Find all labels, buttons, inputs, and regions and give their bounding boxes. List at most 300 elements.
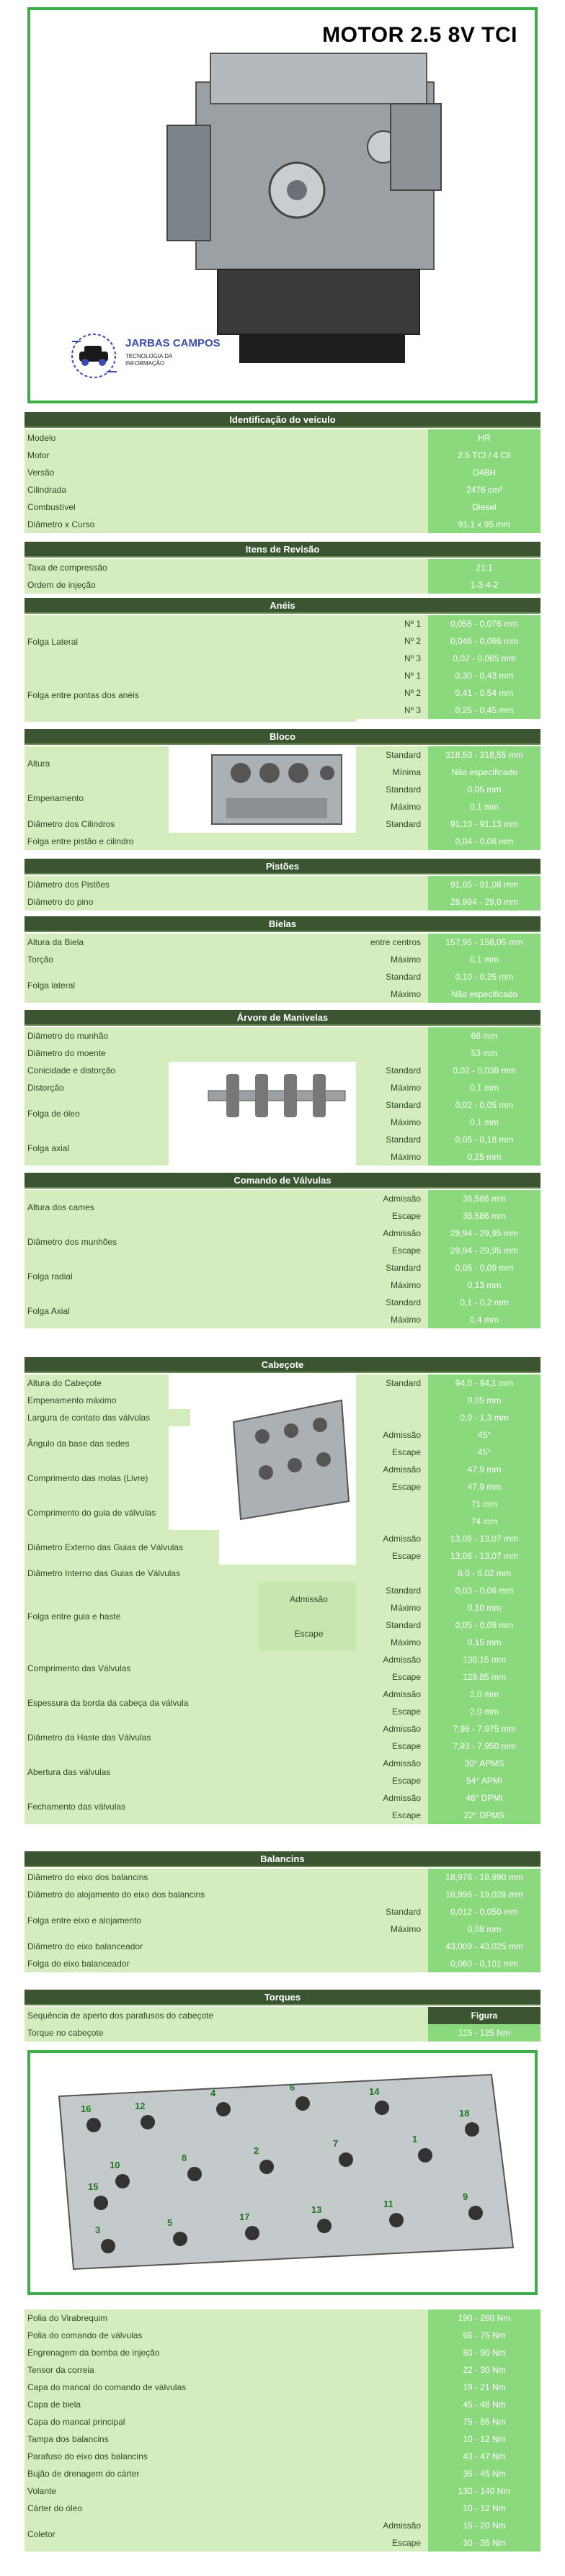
table-row — [356, 1616, 540, 1634]
row-sub: Máximo — [356, 985, 428, 1003]
row-value: 0,1 - 0,2 mm — [428, 1294, 540, 1311]
table-row — [356, 667, 540, 684]
table-row — [356, 615, 540, 632]
row-sub: Máximo — [356, 1079, 428, 1096]
table-row — [25, 559, 540, 576]
folga-oleo-label: Folga de óleo — [25, 1096, 169, 1131]
row-value: 0,13 mm — [428, 1276, 540, 1294]
table-row — [356, 1294, 540, 1311]
crankshaft-image — [205, 1063, 349, 1128]
bolt-marker — [468, 2206, 483, 2220]
folga-lateral-label: Folga Lateral — [25, 615, 356, 668]
row-value: Não especificado — [428, 985, 540, 1003]
row-value: 45° — [428, 1444, 540, 1461]
bolt-sequence-number: 8 — [182, 2152, 187, 2163]
row-value: 10 - 12 Nm — [428, 2430, 540, 2448]
row-value: 66 mm — [428, 1027, 540, 1045]
folga-axial-label: Folga Axial — [25, 1294, 356, 1328]
section-pistoes — [25, 859, 540, 911]
row-sub: Standard — [356, 1616, 428, 1634]
table-row — [356, 1495, 540, 1513]
bolt-marker — [389, 2213, 404, 2227]
row-sub: Máximo — [356, 1276, 428, 1294]
row-value: 36,586 mm — [428, 1190, 540, 1207]
row-value: 130,15 mm — [428, 1651, 540, 1668]
altura-biela-label: Altura da Biela — [25, 934, 356, 951]
table-row — [356, 632, 540, 650]
table-row — [356, 1131, 540, 1148]
row-sub: Admissão — [356, 1720, 428, 1738]
row-value: 53 mm — [428, 1045, 540, 1062]
row-sub — [356, 1027, 428, 1045]
row-value: Figura — [428, 2007, 540, 2024]
row-sub: Máximo — [356, 1634, 428, 1651]
row-sub: Standard — [356, 1374, 428, 1392]
row-value: 46° DPMI — [428, 1789, 540, 1807]
section-cabecote — [25, 1357, 540, 1824]
section-revisao — [25, 542, 540, 594]
comp-valvulas-label: Comprimento das Válvulas — [25, 1651, 356, 1686]
table-row — [356, 1886, 540, 1903]
table-row — [356, 1772, 540, 1789]
table-row — [356, 1426, 540, 1444]
row-value: 65 - 75 Nm — [428, 2327, 540, 2344]
bolt-marker — [115, 2174, 130, 2188]
row-value: 28,994 - 29,0 mm — [428, 893, 540, 911]
row-label: Capa de biela — [25, 2396, 428, 2413]
row-sub: Standard — [356, 1062, 428, 1079]
munhoes-label: Diâmetro dos munhões — [25, 1225, 356, 1259]
eixo-balanceador-label: Diâmetro do eixo balanceador — [25, 1938, 356, 1955]
row-sub: Admissão — [356, 1530, 428, 1547]
row-sub: Admissão — [356, 2517, 428, 2534]
row-sub: Nº 1 — [356, 667, 428, 684]
table-row — [356, 1045, 540, 1062]
folga-pistao-label: Folga entre pistão e cilindro — [25, 833, 356, 850]
int-guias-label: Diâmetro Interno das Guias de Válvulas — [25, 1565, 356, 1582]
table-row — [356, 1807, 540, 1824]
row-value: 129,85 mm — [428, 1668, 540, 1686]
page-title: MOTOR 2.5 8V TCI — [322, 23, 517, 47]
row-value: 0,10 mm — [428, 1599, 540, 1616]
empenamento-label: Empenamento — [25, 781, 169, 815]
row-value: 94,0 - 94,1 mm — [428, 1374, 540, 1392]
row-value: 35 - 45 Nm — [428, 2465, 540, 2482]
row-sub: Máximo — [356, 1311, 428, 1328]
row-value: 130 - 140 Nm — [428, 2482, 540, 2500]
table-row — [25, 2327, 540, 2344]
row-label: Tampa dos balancins — [25, 2430, 428, 2448]
section-arvore — [25, 1010, 540, 1166]
table-row — [356, 1259, 540, 1276]
section-comando — [25, 1173, 540, 1328]
row-sub: Admissão — [356, 1789, 428, 1807]
abertura-label: Abertura das válvulas — [25, 1755, 356, 1789]
row-sub: Escape — [356, 1703, 428, 1720]
folga-radial-label: Folga radial — [25, 1259, 356, 1294]
bolt-sequence-number: 11 — [383, 2199, 393, 2209]
section-title: Itens de Revisão — [25, 542, 540, 558]
row-sub: Máximo — [356, 951, 428, 968]
table-row — [356, 1938, 540, 1955]
engine-block-image — [205, 748, 349, 831]
row-sub: Standard — [356, 1131, 428, 1148]
row-value: 0,9 - 1,3 mm — [428, 1409, 540, 1426]
table-row — [356, 684, 540, 702]
row-value: 0,02 - 0,065 mm — [428, 650, 540, 667]
altura-cabecote-label: Altura do Cabeçote — [25, 1374, 169, 1392]
table-row — [356, 1148, 540, 1166]
table-row — [25, 516, 540, 533]
table-row — [356, 968, 540, 985]
table-row — [25, 2482, 540, 2500]
table-row — [356, 1374, 540, 1392]
table-row — [356, 1651, 540, 1668]
row-value: 47,9 mm — [428, 1478, 540, 1495]
row-value: 318,50 - 318,55 mm — [428, 746, 540, 764]
row-sub — [356, 1392, 428, 1409]
row-sub — [356, 1513, 428, 1530]
row-value: D4BH — [428, 464, 540, 481]
altura-cames-label: Altura dos cames — [25, 1190, 356, 1225]
table-row — [356, 1027, 540, 1045]
section-title: Cabeçote — [25, 1357, 540, 1373]
row-label: Diâmetro x Curso — [25, 516, 428, 533]
folga-eixo-label: Folga entre eixo e alojamento — [25, 1903, 356, 1938]
bolt-sequence-number: 4 — [210, 2088, 216, 2098]
row-sub: Escape — [356, 1207, 428, 1225]
row-sub: Máximo — [356, 798, 428, 815]
row-sub — [356, 1955, 428, 1972]
row-sub: Mínima — [356, 764, 428, 781]
table-row — [356, 1311, 540, 1328]
row-value: 0,046 - 0,066 mm — [428, 632, 540, 650]
espessura-label: Espessura da borda da cabeça da válvula — [25, 1686, 356, 1720]
table-row — [356, 2534, 540, 2552]
row-sub: Standard — [356, 746, 428, 764]
row-value: 43 - 47 Nm — [428, 2448, 540, 2465]
table-row — [356, 833, 540, 850]
table-row — [356, 1392, 540, 1409]
table-row — [356, 1903, 540, 1920]
row-sub: Admissão — [356, 1190, 428, 1207]
row-sub: Máximo — [356, 1148, 428, 1166]
table-row — [25, 2465, 540, 2482]
bolt-sequence-number: 10 — [110, 2160, 120, 2170]
table-row — [25, 481, 540, 498]
table-row — [25, 2024, 540, 2041]
fechamento-label: Fechamento das válvulas — [25, 1789, 356, 1824]
bolt-sequence-number: 2 — [254, 2145, 259, 2156]
bolt-sequence-number: 9 — [463, 2191, 468, 2202]
table-row — [356, 1096, 540, 1114]
table-row — [25, 2361, 540, 2379]
row-value: Não especificado — [428, 764, 540, 781]
row-value: 0,1 mm — [428, 951, 540, 968]
guia-valvulas-label: Comprimento do guia de válvulas — [25, 1495, 169, 1530]
table-row — [356, 1225, 540, 1242]
row-sub — [356, 1495, 428, 1513]
altura-label: Altura — [25, 746, 169, 781]
row-value: 91,10 - 91,13 mm — [428, 815, 540, 833]
table-row — [356, 1444, 540, 1461]
row-value: 71 mm — [428, 1495, 540, 1513]
moente-label: Diâmetro do moente — [25, 1045, 356, 1062]
table-row — [356, 1114, 540, 1131]
row-value: 0,03 - 0,06 mm — [428, 1582, 540, 1599]
table-row — [25, 447, 540, 464]
row-sub: Escape — [356, 1242, 428, 1259]
table-row — [356, 1668, 540, 1686]
table-row — [356, 1720, 540, 1738]
row-sub: Máximo — [356, 1599, 428, 1616]
bolt-marker — [317, 2219, 332, 2233]
table-row — [356, 1478, 540, 1495]
alojamento-label: Diâmetro do alojamento do eixo dos balancins — [25, 1886, 356, 1903]
row-value: 10 - 12 Nm — [428, 2500, 540, 2517]
table-row — [356, 1513, 540, 1530]
row-sub: Escape — [356, 1807, 428, 1824]
bolt-marker — [173, 2232, 187, 2246]
table-row — [356, 1686, 540, 1703]
diametro-cilindros-label: Diâmetro dos Cilindros — [25, 815, 169, 833]
bolt-marker — [187, 2167, 202, 2181]
bolt-sequence-number: 15 — [88, 2181, 99, 2192]
section-bloco — [25, 729, 540, 851]
row-sub: Máximo — [356, 1114, 428, 1131]
row-sub: Escape — [356, 1668, 428, 1686]
section-title: Árvore de Manivelas — [25, 1010, 540, 1026]
row-value: 75 - 85 Nm — [428, 2413, 540, 2430]
row-value: 80 - 90 Nm — [428, 2344, 540, 2361]
row-sub: Standard — [356, 1903, 428, 1920]
table-row — [356, 781, 540, 798]
folga-guia-label: Folga entre guia e haste — [25, 1582, 259, 1651]
bolt-sequence-number: 14 — [369, 2086, 380, 2097]
row-sub: Standard — [356, 1582, 428, 1599]
bolt-sequence-number: 3 — [95, 2224, 101, 2235]
cylinder-head-top-image — [30, 2053, 535, 2292]
row-value: 13,06 - 13,07 mm — [428, 1547, 540, 1565]
brand-name: JARBAS CAMPOS — [125, 337, 221, 349]
row-label: Volante — [25, 2482, 428, 2500]
row-value: 29,94 - 29,95 mm — [428, 1242, 540, 1259]
bolt-marker — [141, 2115, 155, 2129]
row-value: 2,0 mm — [428, 1703, 540, 1720]
row-value: 74 mm — [428, 1513, 540, 1530]
bolt-marker — [216, 2102, 231, 2116]
table-row — [25, 2430, 540, 2448]
section-title: Bloco — [25, 729, 540, 745]
bolt-marker — [295, 2096, 310, 2111]
row-sub: entre centros — [356, 934, 428, 951]
table-row — [356, 951, 540, 968]
row-value: 91,05 - 91,08 mm — [428, 876, 540, 893]
bolt-sequence-number: 12 — [135, 2101, 146, 2111]
bolt-sequence-number: 7 — [333, 2138, 339, 2149]
row-value: 0,056 - 0,076 mm — [428, 615, 540, 632]
conicidade-label: Conicidade e distorção — [25, 1062, 169, 1079]
row-value: 0,02 - 0,05 mm — [428, 1096, 540, 1114]
table-row — [25, 498, 540, 516]
row-label: Combustível — [25, 498, 428, 516]
row-value: 0,012 - 0,050 mm — [428, 1903, 540, 1920]
row-value: 157,95 - 158,05 mm — [428, 934, 540, 951]
row-value: 0,4 mm — [428, 1311, 540, 1328]
row-value: 0,1 mm — [428, 1114, 540, 1131]
table-row — [25, 2007, 540, 2024]
row-value: 0,1 mm — [428, 1079, 540, 1096]
table-row — [356, 1955, 540, 1972]
table-row — [356, 1738, 540, 1755]
folga-pontas-label: Folga entre pontas dos anéis — [25, 668, 356, 722]
table-row — [356, 934, 540, 951]
row-value: 15 - 20 Nm — [428, 2517, 540, 2534]
table-row — [356, 1207, 540, 1225]
table-row — [356, 1755, 540, 1772]
folga-lateral-label: Folga lateral — [25, 968, 356, 1003]
row-value: 0,25 - 0,45 mm — [428, 702, 540, 719]
row-value: 36,586 mm — [428, 1207, 540, 1225]
row-value: 0,05 mm — [428, 781, 540, 798]
section-title: Identificação do veículo — [25, 412, 540, 428]
row-value: 19 - 21 Nm — [428, 2379, 540, 2396]
section-bielas — [25, 916, 540, 1003]
row-value: 91,1 x 95 mm — [428, 516, 540, 533]
row-value: 0,02 - 0,038 mm — [428, 1062, 540, 1079]
row-sub — [356, 833, 428, 850]
table-row — [356, 1530, 540, 1547]
row-label: Motor — [25, 447, 428, 464]
row-sub: Admissão — [356, 1755, 428, 1772]
row-value: HR — [428, 429, 540, 447]
row-sub — [356, 1938, 428, 1955]
table-row — [25, 2344, 540, 2361]
molas-label: Comprimento das molas (Livre) — [25, 1461, 169, 1495]
bolt-sequence-number: 18 — [459, 2108, 470, 2119]
row-sub: Standard — [356, 1096, 428, 1114]
row-value: 45° — [428, 1426, 540, 1444]
table-row — [356, 1703, 540, 1720]
row-value: 29,94 - 29,95 mm — [428, 1225, 540, 1242]
table-row — [356, 1789, 540, 1807]
table-row — [25, 464, 540, 481]
table-row — [356, 702, 540, 719]
row-value: 0,060 - 0,101 mm — [428, 1955, 540, 1972]
row-value: 0,08 mm — [428, 1920, 540, 1938]
row-sub: Admissão — [356, 1686, 428, 1703]
table-row — [356, 1582, 540, 1599]
row-value: 0,05 mm — [428, 1392, 540, 1409]
row-label: Cárter do óleo — [25, 2500, 428, 2517]
row-label: Diâmetro dos Pistões — [25, 876, 428, 893]
table-row — [356, 1565, 540, 1582]
section-aneis — [25, 598, 540, 722]
torcao-label: Torção — [25, 951, 356, 968]
row-value: 30° APMS — [428, 1755, 540, 1772]
table-row — [25, 893, 540, 911]
table-row — [25, 2379, 540, 2396]
row-sub: Standard — [356, 815, 428, 833]
table-row — [356, 1599, 540, 1616]
table-row — [25, 2413, 540, 2430]
cylinder-head-image — [219, 1393, 356, 1526]
row-value: 7,96 - 7,975 mm — [428, 1720, 540, 1738]
row-label: Ordem de injeção — [25, 576, 428, 594]
table-row — [356, 985, 540, 1003]
row-label: Versão — [25, 464, 428, 481]
table-row — [356, 798, 540, 815]
bolt-sequence-number: 16 — [81, 2103, 92, 2114]
section-title: Torques — [25, 1990, 540, 2005]
row-value: 0,05 - 0,18 mm — [428, 1131, 540, 1148]
bolt-sequence-number: 5 — [167, 2217, 173, 2228]
row-label: Tensor da correia — [25, 2361, 428, 2379]
row-sub: Admissão — [356, 1651, 428, 1668]
row-sub: Escape — [356, 1772, 428, 1789]
table-row — [25, 2500, 540, 2517]
bolt-marker — [339, 2152, 353, 2167]
row-value: 2.5 TCI / 4 Cil — [428, 447, 540, 464]
section-title: Balancins — [25, 1851, 540, 1867]
row-value: 115 - 125 Nm — [428, 2024, 540, 2041]
section-torque-list — [25, 2309, 540, 2552]
row-value: 43,009 - 43,025 mm — [428, 1938, 540, 1955]
folga-balanceador-label: Folga do eixo balanceador — [25, 1955, 356, 1972]
row-value: 0,10 - 0,25 mm — [428, 968, 540, 985]
row-value: 22° DPMS — [428, 1807, 540, 1824]
table-row — [25, 2309, 540, 2327]
section-torques — [25, 1990, 540, 2041]
row-label: Diâmetro do pino — [25, 893, 428, 911]
row-label: Polia do Virabrequim — [25, 2309, 428, 2327]
row-label: Polia do comando de válvulas — [25, 2327, 428, 2344]
row-value: 1-3-4-2 — [428, 576, 540, 594]
section-identificacao — [25, 412, 540, 535]
row-value: 2,0 mm — [428, 1686, 540, 1703]
row-value: 30 - 35 Nm — [428, 2534, 540, 2552]
section-title: Bielas — [25, 916, 540, 932]
row-value: 0,30 - 0,43 mm — [428, 667, 540, 684]
section-title: Pistões — [25, 859, 540, 875]
engine-hero-frame — [27, 7, 538, 403]
folga-guia-escape: Escape — [259, 1616, 356, 1651]
section-title: Comando de Válvulas — [25, 1173, 540, 1189]
row-sub — [356, 1886, 428, 1903]
row-label: Sequência de aperto dos parafusos do cabeçote — [25, 2007, 428, 2024]
row-label: Bujão de drenagem do cárter — [25, 2465, 428, 2482]
row-value: 0,1 mm — [428, 798, 540, 815]
folga-axial-label: Folga axial — [25, 1131, 169, 1166]
table-row — [356, 1190, 540, 1207]
largura-contato-label: Largura de contato das válvulas — [25, 1409, 190, 1426]
table-row — [356, 1634, 540, 1651]
bolt-marker — [245, 2226, 259, 2240]
row-value: 22 - 30 Nm — [428, 2361, 540, 2379]
row-sub: Nº 1 — [356, 615, 428, 632]
table-row — [356, 746, 540, 764]
row-value: 0,25 mm — [428, 1148, 540, 1166]
haste-label: Diâmetro da Haste das Válvulas — [25, 1720, 356, 1755]
row-value: 21:1 — [428, 559, 540, 576]
row-sub: Admissão — [356, 1461, 428, 1478]
row-sub: Standard — [356, 968, 428, 985]
row-value: Diesel — [428, 498, 540, 516]
table-row — [25, 2448, 540, 2465]
row-sub: Nº 3 — [356, 650, 428, 667]
bolt-sequence-number: 17 — [239, 2211, 250, 2222]
table-row — [356, 1547, 540, 1565]
